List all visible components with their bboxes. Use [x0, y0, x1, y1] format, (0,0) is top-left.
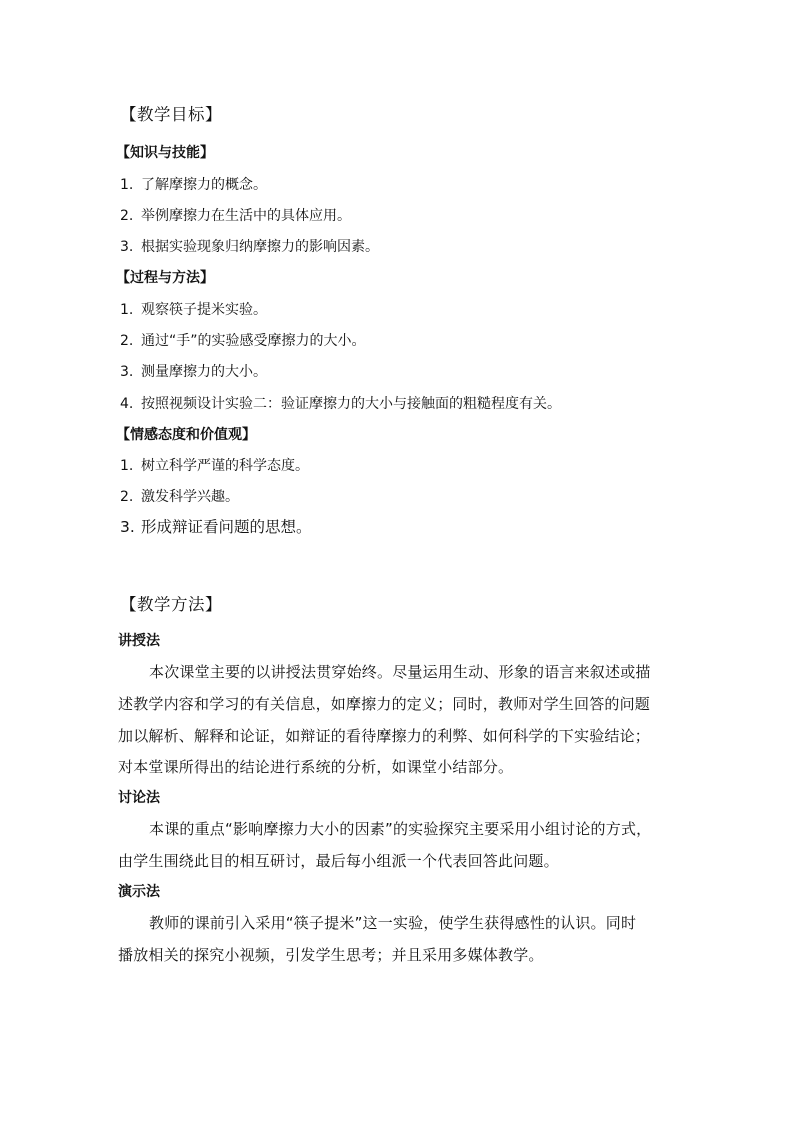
list-text: 了解摩擦力的概念。 — [141, 177, 267, 193]
list-number: 3. — [120, 518, 135, 536]
list-text: 举例摩擦力在生活中的具体应用。 — [141, 208, 351, 224]
list-number: 2. — [120, 333, 134, 349]
list-item — [120, 520, 312, 536]
list-item — [120, 209, 351, 223]
list-number: 3. — [120, 239, 134, 255]
list-number: 1. — [120, 458, 134, 474]
subheading-attitude-values: 【情感态度和价值观】 — [116, 427, 256, 443]
paragraph-line: 由学生围绕此目的相互研讨，最后每小组派一个代表回答此问题。 — [118, 852, 559, 870]
list-text: 树立科学严谨的科学态度。 — [141, 458, 309, 474]
list-text: 形成辩证看问题的思想。 — [141, 518, 312, 536]
paragraph-line: 播放相关的探究小视频，引发学生思考；并且采用多媒体教学。 — [118, 946, 544, 964]
list-text: 按照视频设计实验二：验证摩擦力的大小与接触面的粗糙程度有关。 — [141, 396, 561, 412]
list-item — [120, 334, 366, 348]
section-title-goals: 【教学目标】 — [120, 105, 222, 124]
list-item — [120, 240, 379, 254]
paragraph-line: 本次课堂主要的以讲授法贯穿始终。尽量运用生动、形象的语言来叙述或描 — [149, 663, 651, 681]
paragraph-line: 对本堂课所得出的结论进行系统的分析，如课堂小结部分。 — [118, 758, 514, 776]
paragraph-line: 本课的重点“影响摩擦力大小的因素”的实验探究主要采用小组讨论的方式， — [149, 820, 652, 838]
list-item — [120, 178, 267, 192]
list-item — [120, 397, 561, 411]
list-text: 测量摩擦力的大小。 — [141, 364, 267, 380]
list-item — [120, 365, 267, 379]
list-number: 1. — [120, 302, 134, 318]
list-text: 根据实验现象归纳摩擦力的影响因素。 — [141, 239, 379, 255]
paragraph-line: 加以解析、解释和论证，如辩证的看待摩擦力的利弊、如何科学的下实验结论； — [118, 727, 651, 745]
list-number: 1. — [120, 177, 134, 193]
section-title-methods: 【教学方法】 — [120, 595, 222, 614]
method-heading-demonstration: 演示法 — [118, 884, 160, 900]
list-item — [120, 459, 309, 473]
list-item — [120, 490, 239, 504]
list-text: 观察筷子提米实验。 — [141, 302, 267, 318]
subheading-knowledge-skills: 【知识与技能】 — [116, 145, 214, 161]
list-text: 激发科学兴趣。 — [141, 489, 239, 505]
list-item — [120, 303, 267, 317]
list-number: 4. — [120, 396, 134, 412]
subheading-process-methods: 【过程与方法】 — [116, 270, 214, 286]
list-number: 2. — [120, 489, 134, 505]
method-heading-discussion: 讨论法 — [118, 790, 160, 806]
list-number: 2. — [120, 208, 134, 224]
paragraph-line: 教师的课前引入采用“筷子提米”这一实验，使学生获得感性的认识。同时 — [149, 914, 637, 932]
paragraph-line: 述教学内容和学习的有关信息，如摩擦力的定义；同时，教师对学生回答的问题 — [118, 695, 651, 713]
list-number: 3. — [120, 364, 134, 380]
method-heading-lecture: 讲授法 — [118, 633, 160, 649]
list-text: 通过“手”的实验感受摩擦力的大小。 — [141, 333, 366, 349]
